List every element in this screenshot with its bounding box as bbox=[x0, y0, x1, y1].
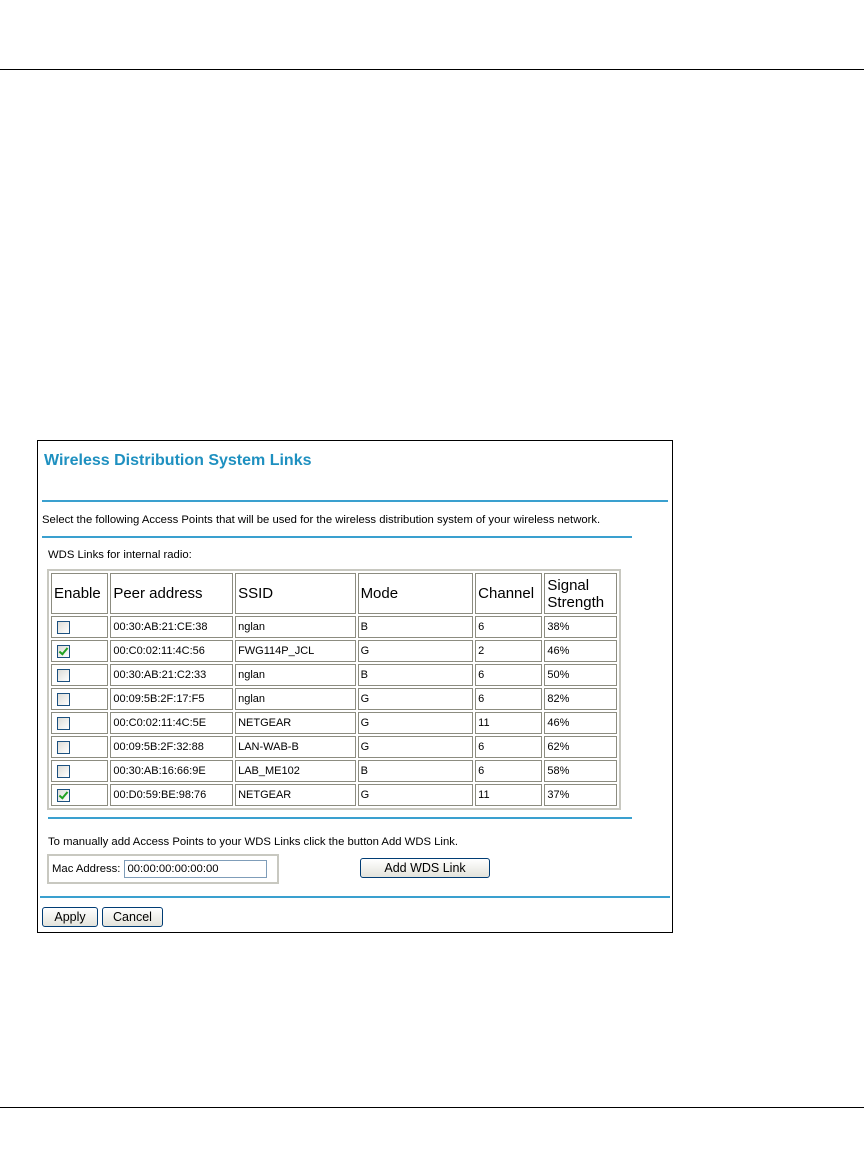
channel-cell: 6 bbox=[475, 664, 542, 686]
mode-cell: B bbox=[358, 760, 474, 782]
panel-title: Wireless Distribution System Links bbox=[44, 452, 312, 469]
actions-divider bbox=[40, 896, 670, 898]
signal-cell: 50% bbox=[544, 664, 617, 686]
channel-cell: 6 bbox=[475, 736, 542, 758]
panel-description: Select the following Access Points that will be used for the wireless distribution system of your wireless network. bbox=[42, 514, 601, 526]
enable-checkbox[interactable] bbox=[57, 693, 70, 706]
header-peer-address: Peer address bbox=[110, 573, 233, 614]
channel-cell: 11 bbox=[475, 712, 542, 734]
table-row bbox=[51, 760, 617, 782]
table-header-row bbox=[51, 573, 617, 614]
channel-cell: 11 bbox=[475, 784, 542, 806]
mode-cell: B bbox=[358, 616, 474, 638]
enable-cell bbox=[51, 784, 108, 806]
mac-address-input[interactable] bbox=[124, 860, 267, 878]
mode-cell: G bbox=[358, 712, 474, 734]
channel-cell: 2 bbox=[475, 640, 542, 662]
enable-checkbox[interactable] bbox=[57, 717, 70, 730]
peer-address-cell: 00:C0:02:11:4C:5E bbox=[110, 712, 233, 734]
wds-section-label: WDS Links for internal radio: bbox=[48, 549, 192, 561]
mac-address-group bbox=[47, 854, 279, 884]
ssid-cell: LAB_ME102 bbox=[235, 760, 355, 782]
enable-cell bbox=[51, 664, 108, 686]
mode-cell: B bbox=[358, 664, 474, 686]
enable-checkbox[interactable] bbox=[57, 741, 70, 754]
signal-cell: 46% bbox=[544, 712, 617, 734]
mac-address-label: Mac Address: bbox=[52, 863, 121, 875]
channel-cell: 6 bbox=[475, 760, 542, 782]
page-header-rule bbox=[0, 69, 864, 70]
channel-cell: 6 bbox=[475, 688, 542, 710]
header-enable: Enable bbox=[51, 573, 108, 614]
page-footer-rule bbox=[0, 1107, 864, 1108]
apply-button[interactable]: Apply bbox=[42, 907, 98, 927]
signal-cell: 82% bbox=[544, 688, 617, 710]
table-divider bbox=[48, 817, 632, 819]
header-ssid: SSID bbox=[235, 573, 355, 614]
peer-address-cell: 00:09:5B:2F:17:F5 bbox=[110, 688, 233, 710]
title-divider bbox=[42, 500, 668, 502]
enable-cell bbox=[51, 760, 108, 782]
signal-cell: 58% bbox=[544, 760, 617, 782]
mode-cell: G bbox=[358, 640, 474, 662]
peer-address-cell: 00:30:AB:21:CE:38 bbox=[110, 616, 233, 638]
table-row bbox=[51, 784, 617, 806]
signal-cell: 38% bbox=[544, 616, 617, 638]
header-signal-line1: Signal bbox=[547, 576, 590, 594]
mode-cell: G bbox=[358, 736, 474, 758]
peer-address-cell: 00:09:5B:2F:32:88 bbox=[110, 736, 233, 758]
peer-address-cell: 00:30:AB:16:66:9E bbox=[110, 760, 233, 782]
mode-cell: G bbox=[358, 784, 474, 806]
ssid-cell: FWG114P_JCL bbox=[235, 640, 355, 662]
cancel-button[interactable]: Cancel bbox=[102, 907, 163, 927]
table-row bbox=[51, 712, 617, 734]
ssid-cell: nglan bbox=[235, 688, 355, 710]
add-wds-link-button[interactable]: Add WDS Link bbox=[360, 858, 490, 878]
mode-cell: G bbox=[358, 688, 474, 710]
ssid-cell: NETGEAR bbox=[235, 712, 355, 734]
manual-add-instruction: To manually add Access Points to your WDS Links click the button Add WDS Link. bbox=[48, 836, 459, 848]
table-row bbox=[51, 616, 617, 638]
enable-checkbox[interactable] bbox=[57, 645, 70, 658]
enable-cell bbox=[51, 688, 108, 710]
table-row bbox=[51, 688, 617, 710]
signal-cell: 46% bbox=[544, 640, 617, 662]
header-signal-line2: Strength bbox=[547, 593, 605, 611]
table-row bbox=[51, 736, 617, 758]
ssid-cell: NETGEAR bbox=[235, 784, 355, 806]
table-row bbox=[51, 664, 617, 686]
enable-checkbox[interactable] bbox=[57, 789, 70, 802]
signal-cell: 37% bbox=[544, 784, 617, 806]
enable-cell bbox=[51, 736, 108, 758]
signal-cell: 62% bbox=[544, 736, 617, 758]
header-mode: Mode bbox=[358, 573, 474, 614]
peer-address-cell: 00:D0:59:BE:98:76 bbox=[110, 784, 233, 806]
peer-address-cell: 00:C0:02:11:4C:56 bbox=[110, 640, 233, 662]
enable-cell bbox=[51, 712, 108, 734]
header-signal-strength bbox=[544, 573, 617, 614]
ssid-cell: nglan bbox=[235, 616, 355, 638]
enable-cell bbox=[51, 640, 108, 662]
enable-checkbox[interactable] bbox=[57, 765, 70, 778]
header-channel: Channel bbox=[475, 573, 542, 614]
ssid-cell: nglan bbox=[235, 664, 355, 686]
wds-links-table bbox=[47, 569, 621, 810]
table-row bbox=[51, 640, 617, 662]
description-divider bbox=[42, 536, 632, 538]
wds-links-panel bbox=[37, 440, 673, 933]
enable-checkbox[interactable] bbox=[57, 669, 70, 682]
ssid-cell: LAN-WAB-B bbox=[235, 736, 355, 758]
enable-cell bbox=[51, 616, 108, 638]
enable-checkbox[interactable] bbox=[57, 621, 70, 634]
peer-address-cell: 00:30:AB:21:C2:33 bbox=[110, 664, 233, 686]
channel-cell: 6 bbox=[475, 616, 542, 638]
